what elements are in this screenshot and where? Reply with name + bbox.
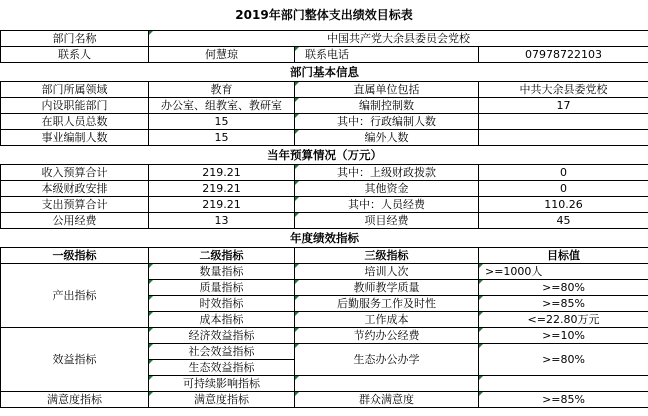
basic-row bbox=[1, 98, 648, 114]
perf-level2-cell: 经济效益指标 bbox=[149, 328, 295, 344]
basic-cell: 编制控制数 bbox=[295, 98, 479, 114]
perf-level3-cell: 群众满意度 bbox=[295, 392, 479, 408]
budget-cell: 公用经费 bbox=[1, 213, 149, 229]
perf-target-cell: >=80% bbox=[479, 344, 648, 376]
basic-cell: 17 bbox=[479, 98, 648, 114]
basic-cell: 编外人数 bbox=[295, 130, 479, 146]
budget-cell: 其他资金 bbox=[295, 181, 479, 197]
basic-cell: 在职人员总数 bbox=[1, 114, 149, 130]
basic-section-header: 部门基本信息 bbox=[1, 63, 648, 82]
phone-label: 联系电话 bbox=[295, 47, 479, 63]
budget-section-header: 当年预算情况（万元） bbox=[1, 146, 648, 165]
perf-level2-cell: 可持续影响指标 bbox=[149, 376, 295, 392]
basic-cell: 15 bbox=[149, 130, 295, 146]
budget-row bbox=[1, 197, 648, 213]
budget-cell: 110.26 bbox=[479, 197, 648, 213]
perf-level1-cell: 效益指标 bbox=[1, 328, 149, 392]
table-title: 2019年部门整体支出绩效目标表 bbox=[235, 8, 413, 22]
perf-target-cell: >=10% bbox=[479, 328, 648, 344]
budget-row bbox=[1, 165, 648, 181]
perf-level2-cell: 社会效益指标 bbox=[149, 344, 295, 360]
perf-level3-cell: 教师教学质量 bbox=[295, 280, 479, 296]
perf-target-cell: >=80% bbox=[479, 280, 648, 296]
basic-row bbox=[1, 82, 648, 98]
perf-level2-cell: 成本指标 bbox=[149, 312, 295, 328]
budget-cell: 支出预算合计 bbox=[1, 197, 149, 213]
perf-target-cell: <=22.80万元 bbox=[479, 312, 648, 328]
perf-target-cell: >=1000人 bbox=[479, 264, 648, 280]
perf-header-level1: 一级指标 bbox=[1, 248, 149, 264]
dept-name-label: 部门名称 bbox=[1, 31, 149, 47]
budget-cell: 其中：人员经费 bbox=[295, 197, 479, 213]
perf-header-level3: 三级指标 bbox=[295, 248, 479, 264]
perf-level1-cell: 满意度指标 bbox=[1, 392, 149, 408]
perf-header-level2: 二级指标 bbox=[149, 248, 295, 264]
perf-target-cell bbox=[479, 376, 648, 392]
perf-level2-cell: 数量指标 bbox=[149, 264, 295, 280]
budget-cell: 45 bbox=[479, 213, 648, 229]
basic-cell bbox=[479, 130, 648, 146]
perf-level2-cell: 生态效益指标 bbox=[149, 360, 295, 376]
basic-cell: 其中：行政编制人数 bbox=[295, 114, 479, 130]
perf-level3-cell: 生态办公办学 bbox=[295, 344, 479, 376]
budget-cell: 0 bbox=[479, 181, 648, 197]
basic-cell: 15 bbox=[149, 114, 295, 130]
perf-header-row bbox=[1, 248, 648, 264]
perf-level2-cell: 质量指标 bbox=[149, 280, 295, 296]
perf-header-target: 目标值 bbox=[479, 248, 648, 264]
perf-level2-cell: 满意度指标 bbox=[149, 392, 295, 408]
budget-cell: 0 bbox=[479, 165, 648, 181]
basic-cell: 直属单位包括 bbox=[295, 82, 479, 98]
contact-value: 何慧琼 bbox=[149, 47, 295, 63]
basic-row bbox=[1, 130, 648, 146]
budget-row bbox=[1, 181, 648, 197]
contact-row bbox=[1, 47, 648, 63]
basic-cell: 教育 bbox=[149, 82, 295, 98]
dept-name-value: 中国共产党大余县委员会党校 bbox=[149, 31, 648, 47]
perf-target-cell: >=85% bbox=[479, 392, 648, 408]
perf-level3-cell: 培训人次 bbox=[295, 264, 479, 280]
perf-row bbox=[1, 328, 648, 344]
perf-level3-cell: 节约办公经费 bbox=[295, 328, 479, 344]
budget-cell: 219.21 bbox=[149, 181, 295, 197]
perf-row bbox=[1, 264, 648, 280]
budget-cell: 219.21 bbox=[149, 197, 295, 213]
budget-row bbox=[1, 213, 648, 229]
perf-level3-cell bbox=[295, 376, 479, 392]
perf-level3-cell: 工作成本 bbox=[295, 312, 479, 328]
basic-cell: 内设职能部门 bbox=[1, 98, 149, 114]
perf-level2-cell: 时效指标 bbox=[149, 296, 295, 312]
basic-cell: 中共大余县委党校 bbox=[479, 82, 648, 98]
basic-row bbox=[1, 114, 648, 130]
budget-cell: 本级财政安排 bbox=[1, 181, 149, 197]
perf-target-cell: >=85% bbox=[479, 296, 648, 312]
budget-cell: 219.21 bbox=[149, 165, 295, 181]
budget-cell: 13 bbox=[149, 213, 295, 229]
performance-target-table bbox=[0, 30, 648, 408]
contact-label: 联系人 bbox=[1, 47, 149, 63]
budget-cell: 收入预算合计 bbox=[1, 165, 149, 181]
basic-cell bbox=[479, 114, 648, 130]
basic-cell: 部门所属领域 bbox=[1, 82, 149, 98]
basic-cell: 办公室、组教室、教研室 bbox=[149, 98, 295, 114]
phone-value: 07978722103 bbox=[479, 47, 648, 63]
perf-row bbox=[1, 392, 648, 408]
perf-level1-cell: 产出指标 bbox=[1, 264, 149, 328]
perf-section-header: 年度绩效指标 bbox=[1, 229, 648, 248]
basic-cell: 事业编制人数 bbox=[1, 130, 149, 146]
perf-level3-cell: 后勤服务工作及时性 bbox=[295, 296, 479, 312]
dept-name-row bbox=[1, 31, 648, 47]
budget-cell: 其中：上级财政拨款 bbox=[295, 165, 479, 181]
budget-cell: 项目经费 bbox=[295, 213, 479, 229]
